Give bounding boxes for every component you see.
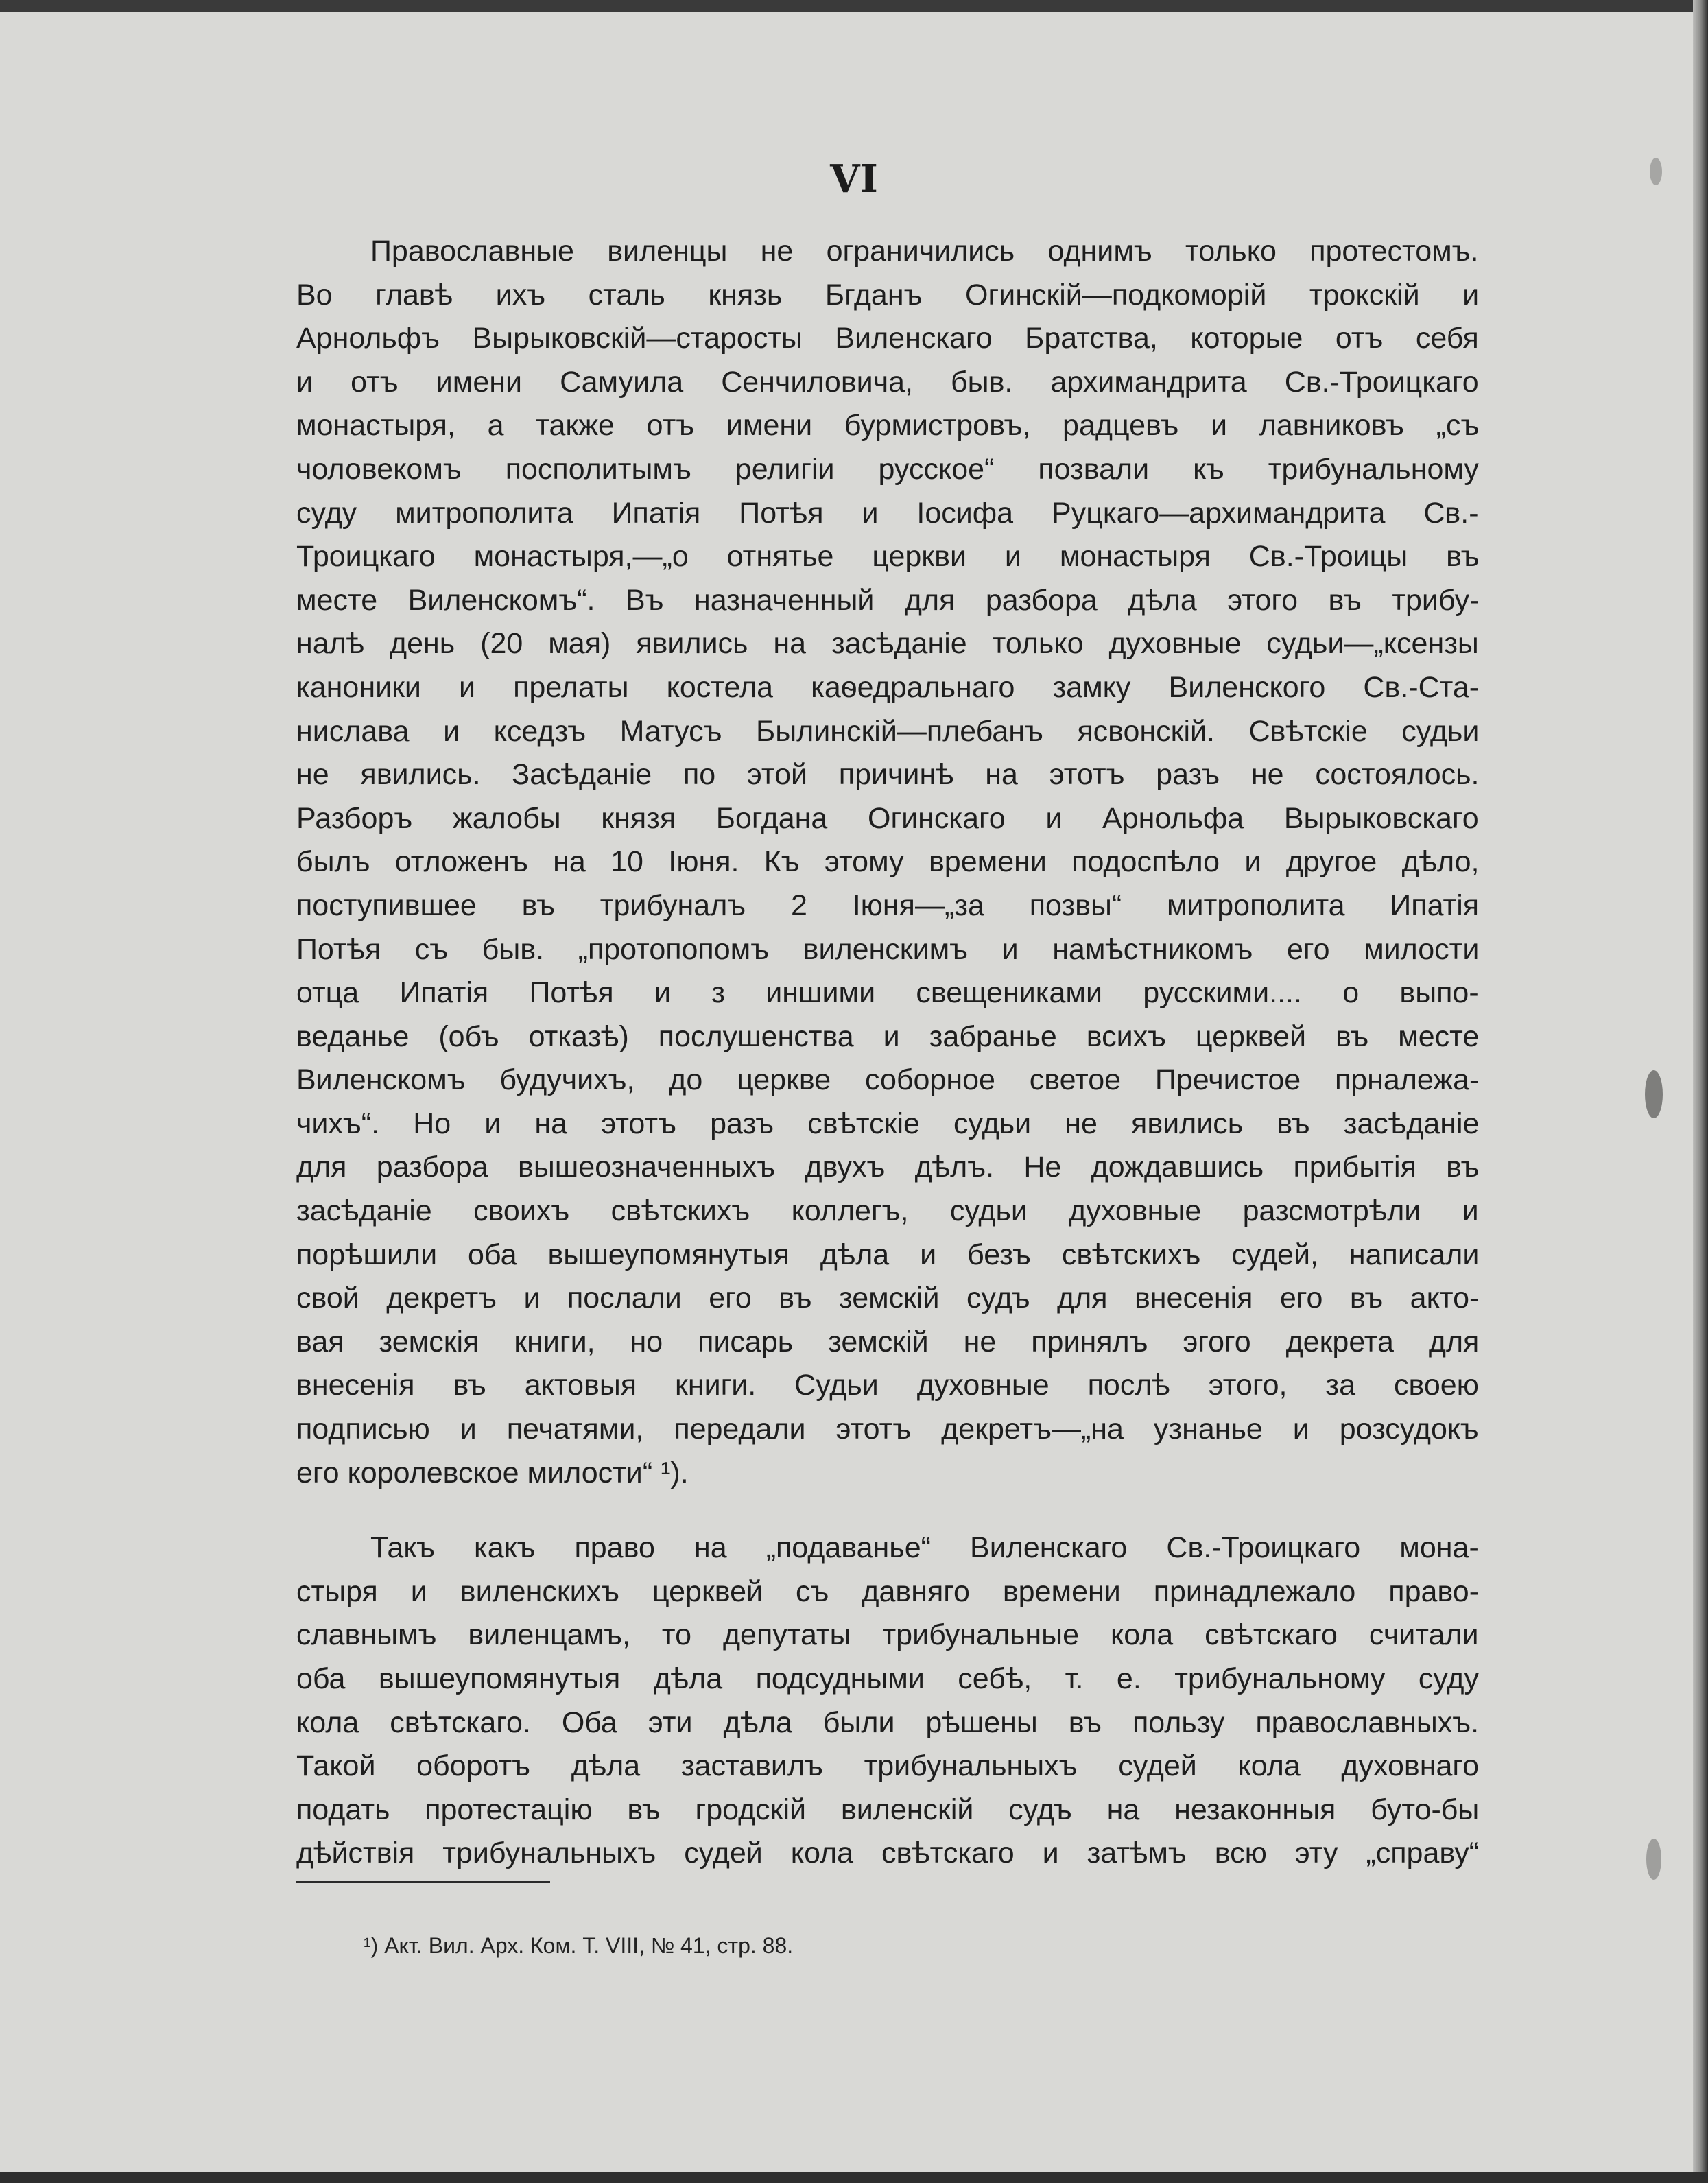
text-line: его королевское милости“ ¹). bbox=[296, 1456, 689, 1489]
text-line: Виленскомъ будучихъ, до церкве соборное светое Пречистое прналежа- bbox=[296, 1063, 1480, 1097]
text-line: Такой оборотъ дѣла заставилъ трибунальныхъ судей кола духовнаго bbox=[296, 1749, 1480, 1783]
text-line: засѣданіе своихъ свѣтскихъ коллегъ, судьи духовные разсмотрѣли и bbox=[296, 1194, 1479, 1228]
paragraph bbox=[296, 1526, 1479, 1876]
text-line: кола свѣтскаго. Оба эти дѣла были рѣшены въ пользу православныхъ. bbox=[296, 1706, 1480, 1739]
text-line: и отъ имени Самуила Сенчиловича, быв. архимандрита Св.-Троицкаго bbox=[296, 365, 1479, 399]
text-line: месте Виленскомъ“. Въ назначенный для разбора дѣла этого въ трибу- bbox=[296, 583, 1480, 617]
text-line: подписью и печатями, передали этотъ декретъ—„на узнанье и розсудокъ bbox=[296, 1413, 1479, 1446]
text-line: налѣ день (20 мая) явились на засѣданіе только духовные судьи—„ксензы bbox=[296, 627, 1479, 661]
text-line: порѣшили оба вышеупомянутыя дѣла и безъ свѣтскихъ судей, написали bbox=[296, 1238, 1480, 1271]
text-line: Православные виленцы не ограничились однимъ только протестомъ. bbox=[370, 235, 1479, 268]
scan-edge-bottom bbox=[0, 2172, 1708, 2183]
text-line: чихъ“. Но и на этотъ разъ свѣтскіе судьи не явились въ засѣданіе bbox=[296, 1107, 1480, 1140]
text-line: отца Ипатія Потѣя и з иншими свещениками русскими.... о выпо- bbox=[296, 976, 1479, 1010]
text-line: оба вышеупомянутыя дѣла подсудными себѣ, т. е. трибунальному суду bbox=[296, 1662, 1480, 1695]
text-line: вая земскія книги, но писарь земскій не принялъ эгого декрета для bbox=[296, 1325, 1480, 1358]
text-line: Троицкаго монастыря,—„о отнятье церкви и монастыря Св.-Троицы въ bbox=[296, 540, 1480, 574]
text-line: каноники и прелаты костела каѳедральнаго замку Виленского Св.-Ста- bbox=[296, 670, 1480, 704]
text-line: Разборъ жалобы князя Богдана Огинскаго и Арнольфа Вырыковскаго bbox=[296, 801, 1479, 835]
margin-smudge bbox=[1645, 1070, 1663, 1118]
scan-edge-top bbox=[0, 0, 1708, 12]
footnote-separator bbox=[296, 1881, 550, 1883]
text-line: дѣйствія трибунальныхъ судей кола свѣтскаго и затѣмъ всю эту „справу“ bbox=[296, 1837, 1480, 1870]
margin-smudge bbox=[1650, 158, 1662, 185]
body-text bbox=[296, 230, 1479, 1876]
text-line: нислава и кседзъ Матусъ Былинскій—плебанъ ясвонскій. Свѣтскіе судьи bbox=[296, 714, 1480, 748]
paragraph bbox=[296, 230, 1479, 1495]
text-line: славнымъ виленцамъ, то депутаты трибунальные кола свѣтскаго считали bbox=[296, 1618, 1479, 1652]
margin-smudge bbox=[1646, 1839, 1661, 1880]
footnote: ¹) Акт. Вил. Арх. Ком. Т. VIII, № 41, стр. 88. bbox=[364, 1933, 794, 1958]
text-line: чоловекомъ посполитымъ религіи русское“ позвали къ трибунальному bbox=[296, 452, 1479, 486]
text-line: не явились. Засѣданіе по этой причинѣ на этотъ разъ не состоялось. bbox=[296, 758, 1480, 792]
text-line: былъ отложенъ на 10 Іюня. Къ этому времени подоспѣло и другое дѣло, bbox=[296, 845, 1480, 879]
text-line: монастыря, а также отъ имени бурмистровъ, радцевъ и лавниковъ „съ bbox=[296, 409, 1480, 442]
text-line: свой декретъ и послали его въ земскій судъ для внесенія его въ акто- bbox=[296, 1282, 1480, 1315]
text-line: Во главѣ ихъ сталь князь Бгданъ Огинскій—подкоморій трокскій и bbox=[296, 278, 1480, 311]
text-line: подать протестацію въ гродскій виленскій судъ на незаконныя буто-бы bbox=[296, 1793, 1480, 1826]
scan-edge-right bbox=[1693, 0, 1708, 2183]
text-line: суду митрополита Ипатія Потѣя и Іосифа Руцкаго—архимандрита Св.- bbox=[296, 496, 1479, 530]
text-line: Такъ какъ право на „подаванье“ Виленскаго Св.-Троицкаго мона- bbox=[370, 1531, 1479, 1565]
text-line: поступившее въ трибуналъ 2 Іюня—„за позвы“ митрополита Ипатія bbox=[296, 888, 1480, 922]
text-line: внесенія въ актовыя книги. Судьи духовные послѣ этого, за своею bbox=[296, 1369, 1479, 1402]
text-line: Потѣя съ быв. „протопопомъ виленскимъ и намѣстникомъ его милости bbox=[296, 932, 1480, 966]
paragraph-gap bbox=[296, 1495, 1479, 1526]
text-line: Арнольфъ Вырыковскій—старосты Виленскаго Братства, которые отъ себя bbox=[296, 322, 1479, 355]
page-number: VI bbox=[830, 156, 878, 202]
text-line: веданье (объ отказѣ) послушенства и забранье всихъ церквей въ месте bbox=[296, 1019, 1480, 1053]
text-line: стыря и виленскихъ церквей съ давняго времени принадлежало право- bbox=[296, 1574, 1480, 1608]
text-line: для разбора вышеозначенныхъ двухъ дѣлъ. Не дождавшись прибытія въ bbox=[296, 1150, 1480, 1184]
